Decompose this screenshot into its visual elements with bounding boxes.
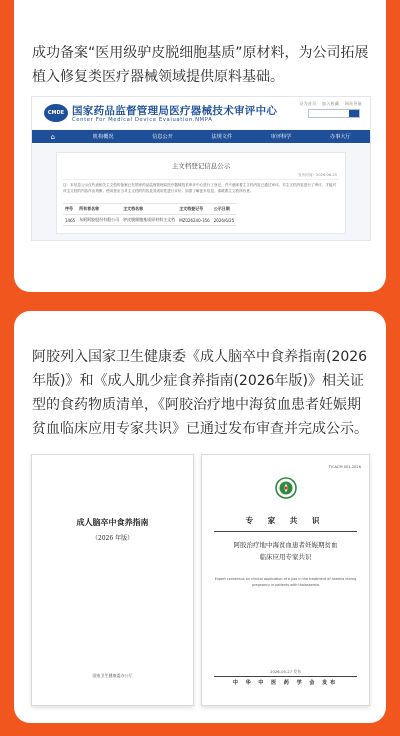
site-top-links <box>295 101 362 107</box>
consensus-document-cover <box>201 454 370 706</box>
cmde-website-screenshot <box>31 96 371 241</box>
doc-edition: （2026 年版） <box>91 535 134 542</box>
content-card-1 <box>14 0 386 292</box>
announcement-panel <box>56 152 346 234</box>
table-cell: MZ026240-356 <box>177 215 212 226</box>
guideline-document-cover <box>31 454 194 706</box>
content-card-2 <box>14 311 386 723</box>
doc-code: T/CACM 001-2026 <box>328 465 361 469</box>
doc-issuer: 中 华 中 医 药 学 会 发布 <box>232 680 339 686</box>
top-link: 加入收藏 <box>322 101 340 106</box>
divider <box>214 531 357 532</box>
site-search-box <box>308 109 360 118</box>
doc-english-title: Expert consensus on clinical application of e-jiao in the treatment of anemia during pregnancy in patients with thalassemia <box>214 577 357 587</box>
table-header: 所有者名称 <box>77 204 121 215</box>
panel-title: 主文档登记信息公示 <box>171 162 231 170</box>
site-title: 国家药品监督管理局医疗器械技术审评中心 <box>72 105 278 117</box>
nav-item: 审评科学 <box>270 134 292 140</box>
card2-paragraph: 阿胶列入国家卫生健康委《成人脑卒中食养指南(2026年版)》和《成人肌少症食养指南(2026年版)》相关证型的食药物质清单，《阿胶治疗地中海贫血患者妊娠期贫血临床应用专家共识》已通过发布审查并完成公示。 <box>32 349 368 437</box>
top-link: 设为首页 <box>299 101 317 106</box>
card1-paragraph: 成功备案“医用级驴皮脱细胞基质”原材料，为公司拓展植入修复类医疗器械领域提供原料基础。 <box>32 45 369 85</box>
search-icon <box>349 110 359 117</box>
doc-subtitle <box>202 539 369 563</box>
doc-date: 2026-05-27 发布 <box>270 669 301 674</box>
table-header: 主文档登记号 <box>177 204 212 215</box>
doc-title: 成人脑卒中食养指南 <box>76 517 149 527</box>
table-header: 主文档名称 <box>121 204 177 215</box>
site-subtitle: Center For Medical Device Evaluation.NMPA <box>72 117 213 123</box>
divider <box>214 676 357 677</box>
top-link: 网站导航 <box>344 101 362 106</box>
nav-item: 法规文件 <box>211 134 233 140</box>
nav-item: 信息公开 <box>152 134 173 140</box>
doc-subtitle-line: 阿胶治疗地中海贫血患者妊娠期贫血 <box>233 541 338 549</box>
nav-item: 机构概况 <box>92 134 114 140</box>
cmde-logo: CMDE <box>44 104 68 122</box>
site-header <box>32 97 370 129</box>
panel-date: 发布时间：2026-06-25 <box>298 173 337 177</box>
doc-heading: 专 家 共 识 <box>245 516 326 525</box>
table-cell: 2026/6/25 <box>212 215 237 226</box>
nav-item: 办事大厅 <box>329 134 351 140</box>
association-emblem-icon <box>275 477 297 499</box>
table-cell: 驴皮脱细胞基质原材料主文档 <box>121 215 177 226</box>
doc-subtitle-line: 临床应用专家共识 <box>259 553 312 561</box>
table-row <box>63 215 236 226</box>
panel-note: 注：本信息公示仅代表相关主文档的备案已在国家药品监督管理局医疗器械技术审评中心进行了登记，并不意味着主文档内容已通过审评。对主文档内容进行了审评，才能对该主文档的内容作出判断。使用者应当对主文档的内容及其适用性进行评价。如需了解更多信息，请联系主文档所有者。 <box>63 179 339 194</box>
table-cell: 东阿阿胶股份有限公司 <box>77 215 121 226</box>
table-header: 公示日期 <box>212 204 237 215</box>
doc-issuer: 国家卫生健康委办公厅 <box>92 673 133 678</box>
site-nav-bar <box>32 130 370 143</box>
table-cell: 1465 <box>63 215 77 226</box>
registration-table <box>63 203 236 226</box>
home-icon: ⌂ <box>50 132 55 141</box>
table-header: 序号 <box>63 204 77 215</box>
table-header-row <box>63 204 236 215</box>
